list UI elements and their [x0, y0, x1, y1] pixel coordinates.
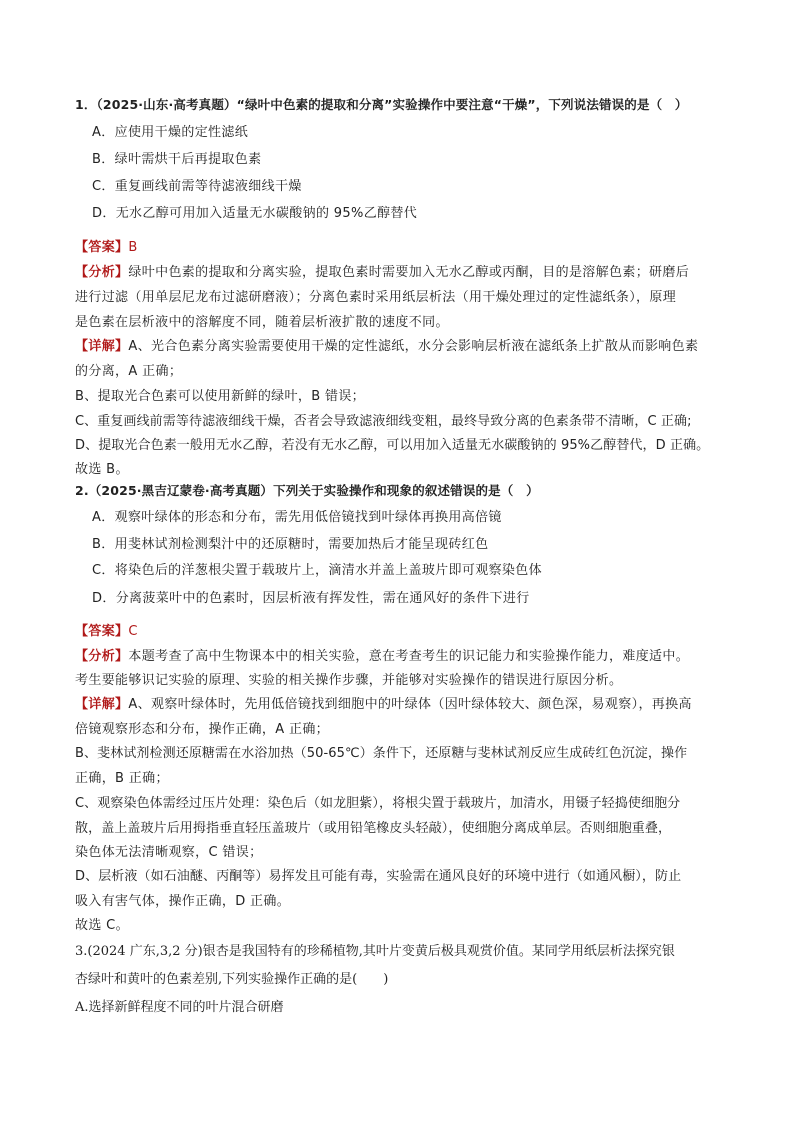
q2-stem: 2.（2025·黑吉辽蒙卷·高考真题）下列关于实验操作和现象的叙述错误的是（ ） [75, 483, 539, 498]
q2-detail-line-7: 染色体无法清晰观察，C 错误； [75, 845, 263, 860]
q2-detail-line-5: C、观察染色体需经过压片处理：染色后（如龙胆紫），将根尖置于载玻片，加清水，用镊子轻捣使细胞分 [75, 796, 681, 811]
q2-option-d: D．分离菠菜叶中的色素时，因层析液有挥发性，需在通风好的条件下进行 [92, 591, 530, 606]
q2-analysis-line-2: 考生要能够识记实验的原理、实验的相关操作步骤，并能够对实验操作的错误进行原因分析。 [75, 673, 623, 688]
q3-stem-line-2: 杏绿叶和黄叶的色素差别,下列实验操作正确的是( ) [75, 972, 389, 987]
answer-tag: 【答案】 [75, 624, 129, 639]
q1-detail-line-4: C、重复画线前需等待滤液细线干燥，否者会导致滤液细线变粗，最终导致分离的色素条带不清晰，C 正确; [75, 414, 692, 429]
q2-detail-line-1 [75, 697, 692, 713]
answer-value: B [128, 240, 138, 255]
q1-stem: 1．（2025·山东·高考真题）“绿叶中色素的提取和分离”实验操作中要注意“干燥”，下列说法错误的是（ ） [75, 97, 688, 112]
q1-option-d: D．无水乙醇可用加入适量无水碳酸钠的 95%乙醇替代 [92, 206, 418, 221]
q2-detail-line-9: 吸入有害气体，操作正确，D 正确。 [75, 894, 291, 909]
q1-detail-line-5: D、提取光合色素一般用无水乙醇，若没有无水乙醇，可以用加入适量无水碳酸钠的 95%乙醇替代，D 正确。 [75, 438, 710, 453]
q1-detail-line-1 [75, 339, 698, 355]
q2-option-a: A．观察叶绿体的形态和分布，需先用低倍镜找到叶绿体再换用高倍镜 [92, 510, 502, 525]
analysis-tag: 【分析】 [75, 265, 129, 280]
q1-detail-line-6: 故选 B。 [75, 462, 129, 477]
q2-detail-line-3: B、斐林试剂检测还原糖需在水浴加热（50-65℃）条件下，还原糖与斐林试剂反应生成砖红色沉淀，操作 [75, 746, 688, 761]
q2-detail-line-2: 倍镜观察形态和分布，操作正确，A 正确； [75, 722, 330, 737]
q3-option-a: A.选择新鲜程度不同的叶片混合研磨 [75, 1000, 284, 1015]
analysis-text: 绿叶中色素的提取和分离实验，提取色素时需要加入无水乙醇或丙酮，目的是溶解色素；研磨后 [128, 265, 690, 280]
q2-detail-line-8: D、层析液（如石油醚、丙酮等）易挥发且可能有毒，实验需在通风良好的环境中进行（如通风橱），防止 [75, 869, 682, 884]
analysis-text: 本题考查了高中生物课本中的相关实验，意在考查考生的识记能力和实验操作能力，难度适中。 [128, 649, 690, 664]
q2-answer [75, 624, 138, 640]
q1-analysis-line-2: 进行过滤（用单层尼龙布过滤研磨液）；分离色素时采用纸层析法（用干燥处理过的定性滤纸条），原理 [75, 290, 677, 305]
q2-option-b: B．用斐林试剂检测梨汁中的还原糖时，需要加热后才能呈现砖红色 [92, 537, 489, 552]
answer-value: C [128, 624, 138, 639]
detail-tag: 【详解】 [75, 697, 129, 712]
q1-answer [75, 240, 138, 256]
q2-detail-line-10: 故选 C。 [75, 918, 129, 933]
q3-stem-line-1: 3.(2024 广东,3,2 分)银杏是我国特有的珍稀植物,其叶片变黄后极具观赏价值。某同学用纸层析法探究银 [75, 944, 675, 959]
q1-detail-line-2: 的分离，A 正确； [75, 364, 183, 379]
analysis-tag: 【分析】 [75, 649, 129, 664]
q2-analysis-line-1 [75, 649, 689, 665]
detail-text: A、观察叶绿体时，先用低倍镜找到细胞中的叶绿体（因叶绿体较大、颜色深，易观察），再换高 [128, 697, 692, 712]
q1-analysis-line-3: 是色素在层析液中的溶解度不同，随着层析液扩散的速度不同。 [75, 315, 449, 330]
q1-option-c: C．重复画线前需等待滤液细线干燥 [92, 179, 302, 194]
q1-analysis-line-1 [75, 265, 689, 281]
q2-detail-line-4: 正确，B 正确； [75, 771, 169, 786]
detail-text: A、光合色素分离实验需要使用干燥的定性滤纸，水分会影响层析液在滤纸条上扩散从而影响色素 [128, 339, 699, 354]
q2-option-c: C．将染色后的洋葱根尖置于载玻片上，滴清水并盖上盖玻片即可观察染色体 [92, 563, 542, 578]
answer-tag: 【答案】 [75, 240, 129, 255]
q1-option-a: A．应使用干燥的定性滤纸 [92, 125, 249, 140]
q2-detail-line-6: 散，盖上盖玻片后用拇指垂直轻压盖玻片（或用铅笔橡皮头轻敲），使细胞分离成单层。否则细胞重叠， [75, 821, 672, 836]
q1-option-b: B．绿叶需烘干后再提取色素 [92, 152, 262, 167]
detail-tag: 【详解】 [75, 339, 129, 354]
q1-detail-line-3: B、提取光合色素可以使用新鲜的绿叶，B 错误； [75, 389, 366, 404]
